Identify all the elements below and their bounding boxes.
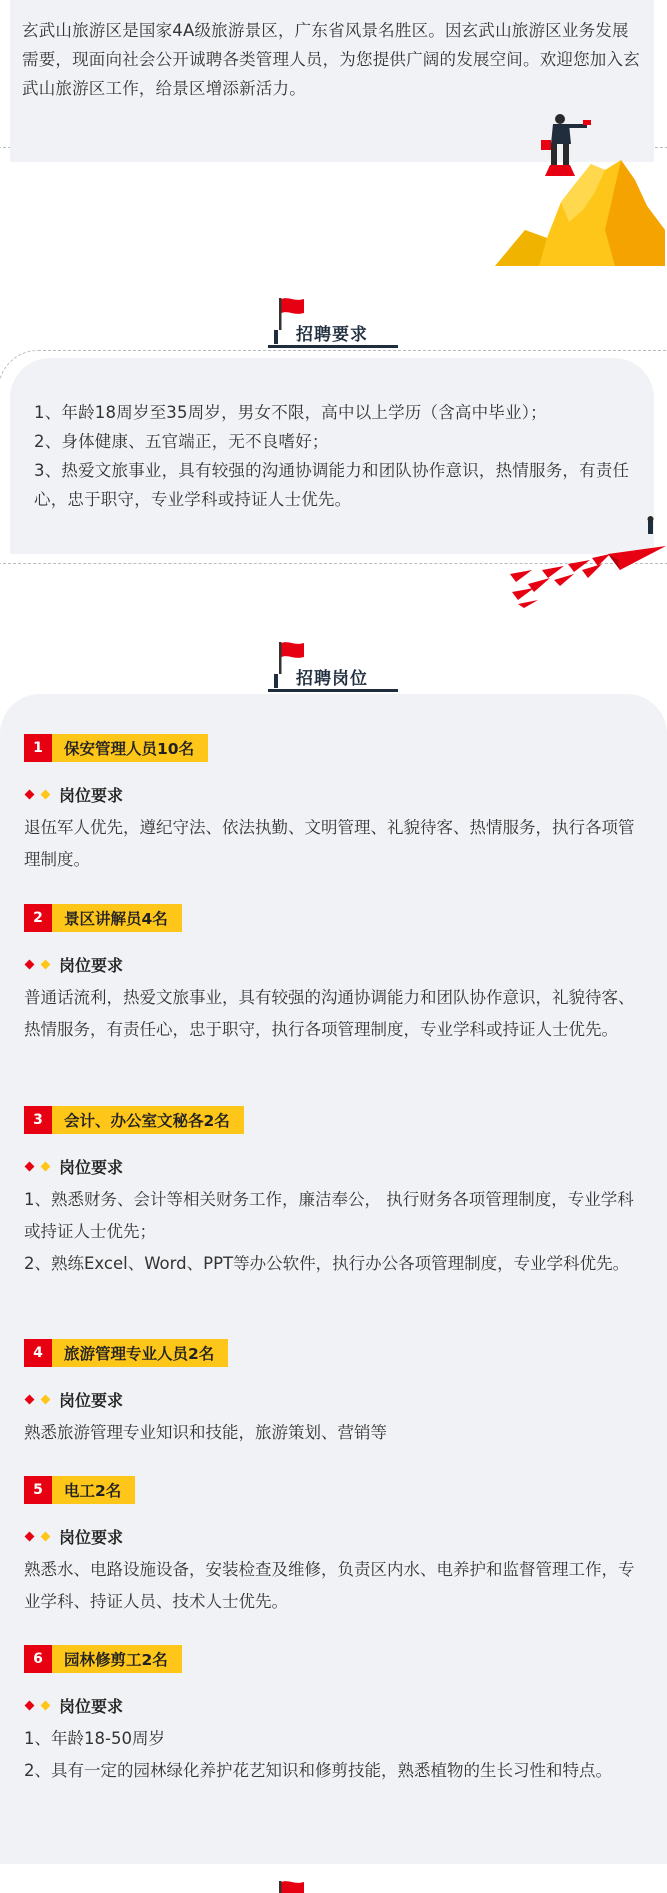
job-title: 会计、办公室文秘各2名 [52, 1106, 244, 1134]
job-sub-heading [24, 1387, 644, 1411]
job-number: 6 [24, 1645, 52, 1673]
job-sub-label: 岗位要求 [59, 1696, 124, 1716]
job-sub-label: 岗位要求 [59, 785, 124, 805]
job-sub-heading [24, 1154, 644, 1178]
job-sub-heading [24, 1693, 644, 1717]
job-title: 景区讲解员4名 [52, 904, 182, 932]
job-tag [24, 734, 644, 762]
gold-diamond-icon [41, 1161, 51, 1171]
requirement-item: 1、年龄18周岁至35周岁，男女不限，高中以上学历（含高中毕业）； [34, 403, 547, 422]
job-description-line: 熟悉旅游管理专业知识和技能，旅游策划、营销等 [24, 1423, 387, 1442]
red-diamond-icon [25, 959, 35, 969]
job-description [24, 1417, 644, 1449]
job-title: 旅游管理专业人员2名 [52, 1339, 228, 1367]
job-description-line: 退伍军人优先，遵纪守法、依法执勤、文明管理、礼貌待客、热情服务，执行各项管理制度。 [24, 818, 635, 869]
red-diamond-icon [25, 789, 35, 799]
job-position [24, 1476, 644, 1618]
job-position [24, 1106, 644, 1280]
red-diamond-icon [25, 1394, 35, 1404]
job-title: 电工2名 [52, 1476, 135, 1504]
positions-header [0, 640, 667, 696]
job-tag [24, 1645, 644, 1673]
job-title: 园林修剪工2名 [52, 1645, 182, 1673]
job-tag [24, 1476, 644, 1504]
job-title: 保安管理人员10名 [52, 734, 208, 762]
job-description-line: 2、熟练Excel、Word、PPT等办公软件，执行办公各项管理制度，专业学科优先。 [24, 1254, 630, 1273]
job-description-line: 熟悉水、电路设施设备，安装检查及维修，负责区内水、电养护和监督管理工作，专业学科、持证人员、技术人士优先。 [24, 1560, 635, 1611]
requirements-title: 招聘要求 [296, 325, 368, 345]
job-description [24, 982, 644, 1046]
job-description [24, 1723, 644, 1787]
mountain-summit-illustration [495, 110, 665, 270]
job-tag [24, 904, 644, 932]
job-description [24, 1554, 644, 1618]
job-sub-heading [24, 1524, 644, 1548]
job-sub-label: 岗位要求 [59, 1157, 124, 1177]
job-description-line: 普通话流利，热爱文旅事业，具有较强的沟通协调能力和团队协作意识，礼貌待客、热情服务，有责任心，忠于职守，执行各项管理制度，专业学科或持证人士优先。 [24, 988, 635, 1039]
requirements-header [0, 296, 667, 352]
job-tag [24, 1106, 644, 1134]
red-diamond-icon [25, 1161, 35, 1171]
header-underline [268, 689, 398, 692]
job-sub-label: 岗位要求 [59, 955, 124, 975]
job-number: 4 [24, 1339, 52, 1367]
job-position [24, 734, 644, 876]
job-description-line: 1、熟悉财务、会计等相关财务工作，廉洁奉公， 执行财务各项管理制度，专业学科或持证人士优先； [24, 1190, 634, 1241]
job-tag [24, 1339, 644, 1367]
paper-planes-illustration [508, 516, 667, 606]
job-sub-heading [24, 952, 644, 976]
job-description-line: 2、具有一定的园林绿化养护花艺知识和修剪技能，熟悉植物的生长习性和特点。 [24, 1761, 612, 1780]
job-number: 3 [24, 1106, 52, 1134]
job-number: 2 [24, 904, 52, 932]
job-sub-label: 岗位要求 [59, 1390, 124, 1410]
gold-diamond-icon [41, 1700, 51, 1710]
red-diamond-icon [25, 1700, 35, 1710]
requirements-list [34, 398, 644, 514]
requirement-item: 3、热爱文旅事业，具有较强的沟通协调能力和团队协作意识，热情服务，有责任心，忠于职守，专业学科或持证人士优先。 [34, 461, 630, 509]
job-position [24, 904, 644, 1046]
header-line-stub [274, 330, 278, 344]
positions-title: 招聘岗位 [296, 669, 368, 689]
job-position [24, 1645, 644, 1787]
gold-diamond-icon [41, 1394, 51, 1404]
job-description-line: 1、年龄18-50周岁 [24, 1729, 165, 1748]
job-sub-label: 岗位要求 [59, 1527, 124, 1547]
requirement-item: 2、身体健康、五官端正，无不良嗜好； [34, 432, 329, 451]
job-description [24, 812, 644, 876]
job-number: 5 [24, 1476, 52, 1504]
gold-diamond-icon [41, 1531, 51, 1541]
job-number: 1 [24, 734, 52, 762]
intro-paragraph: 玄武山旅游区是国家4A级旅游景区，广东省风景名胜区。因玄武山旅游区业务发展需要，现面向社会公开诚聘各类管理人员，为您提供广阔的发展空间。欢迎您加入玄武山旅游区工作，给景区增添新活力。 [22, 21, 640, 98]
header-line-stub [274, 674, 278, 688]
gold-diamond-icon [41, 959, 51, 969]
gold-diamond-icon [41, 789, 51, 799]
red-diamond-icon [25, 1531, 35, 1541]
header-underline [268, 345, 398, 348]
job-description [24, 1184, 644, 1280]
job-position [24, 1339, 644, 1449]
red-flag-icon [276, 1879, 306, 1893]
job-sub-heading [24, 782, 644, 806]
